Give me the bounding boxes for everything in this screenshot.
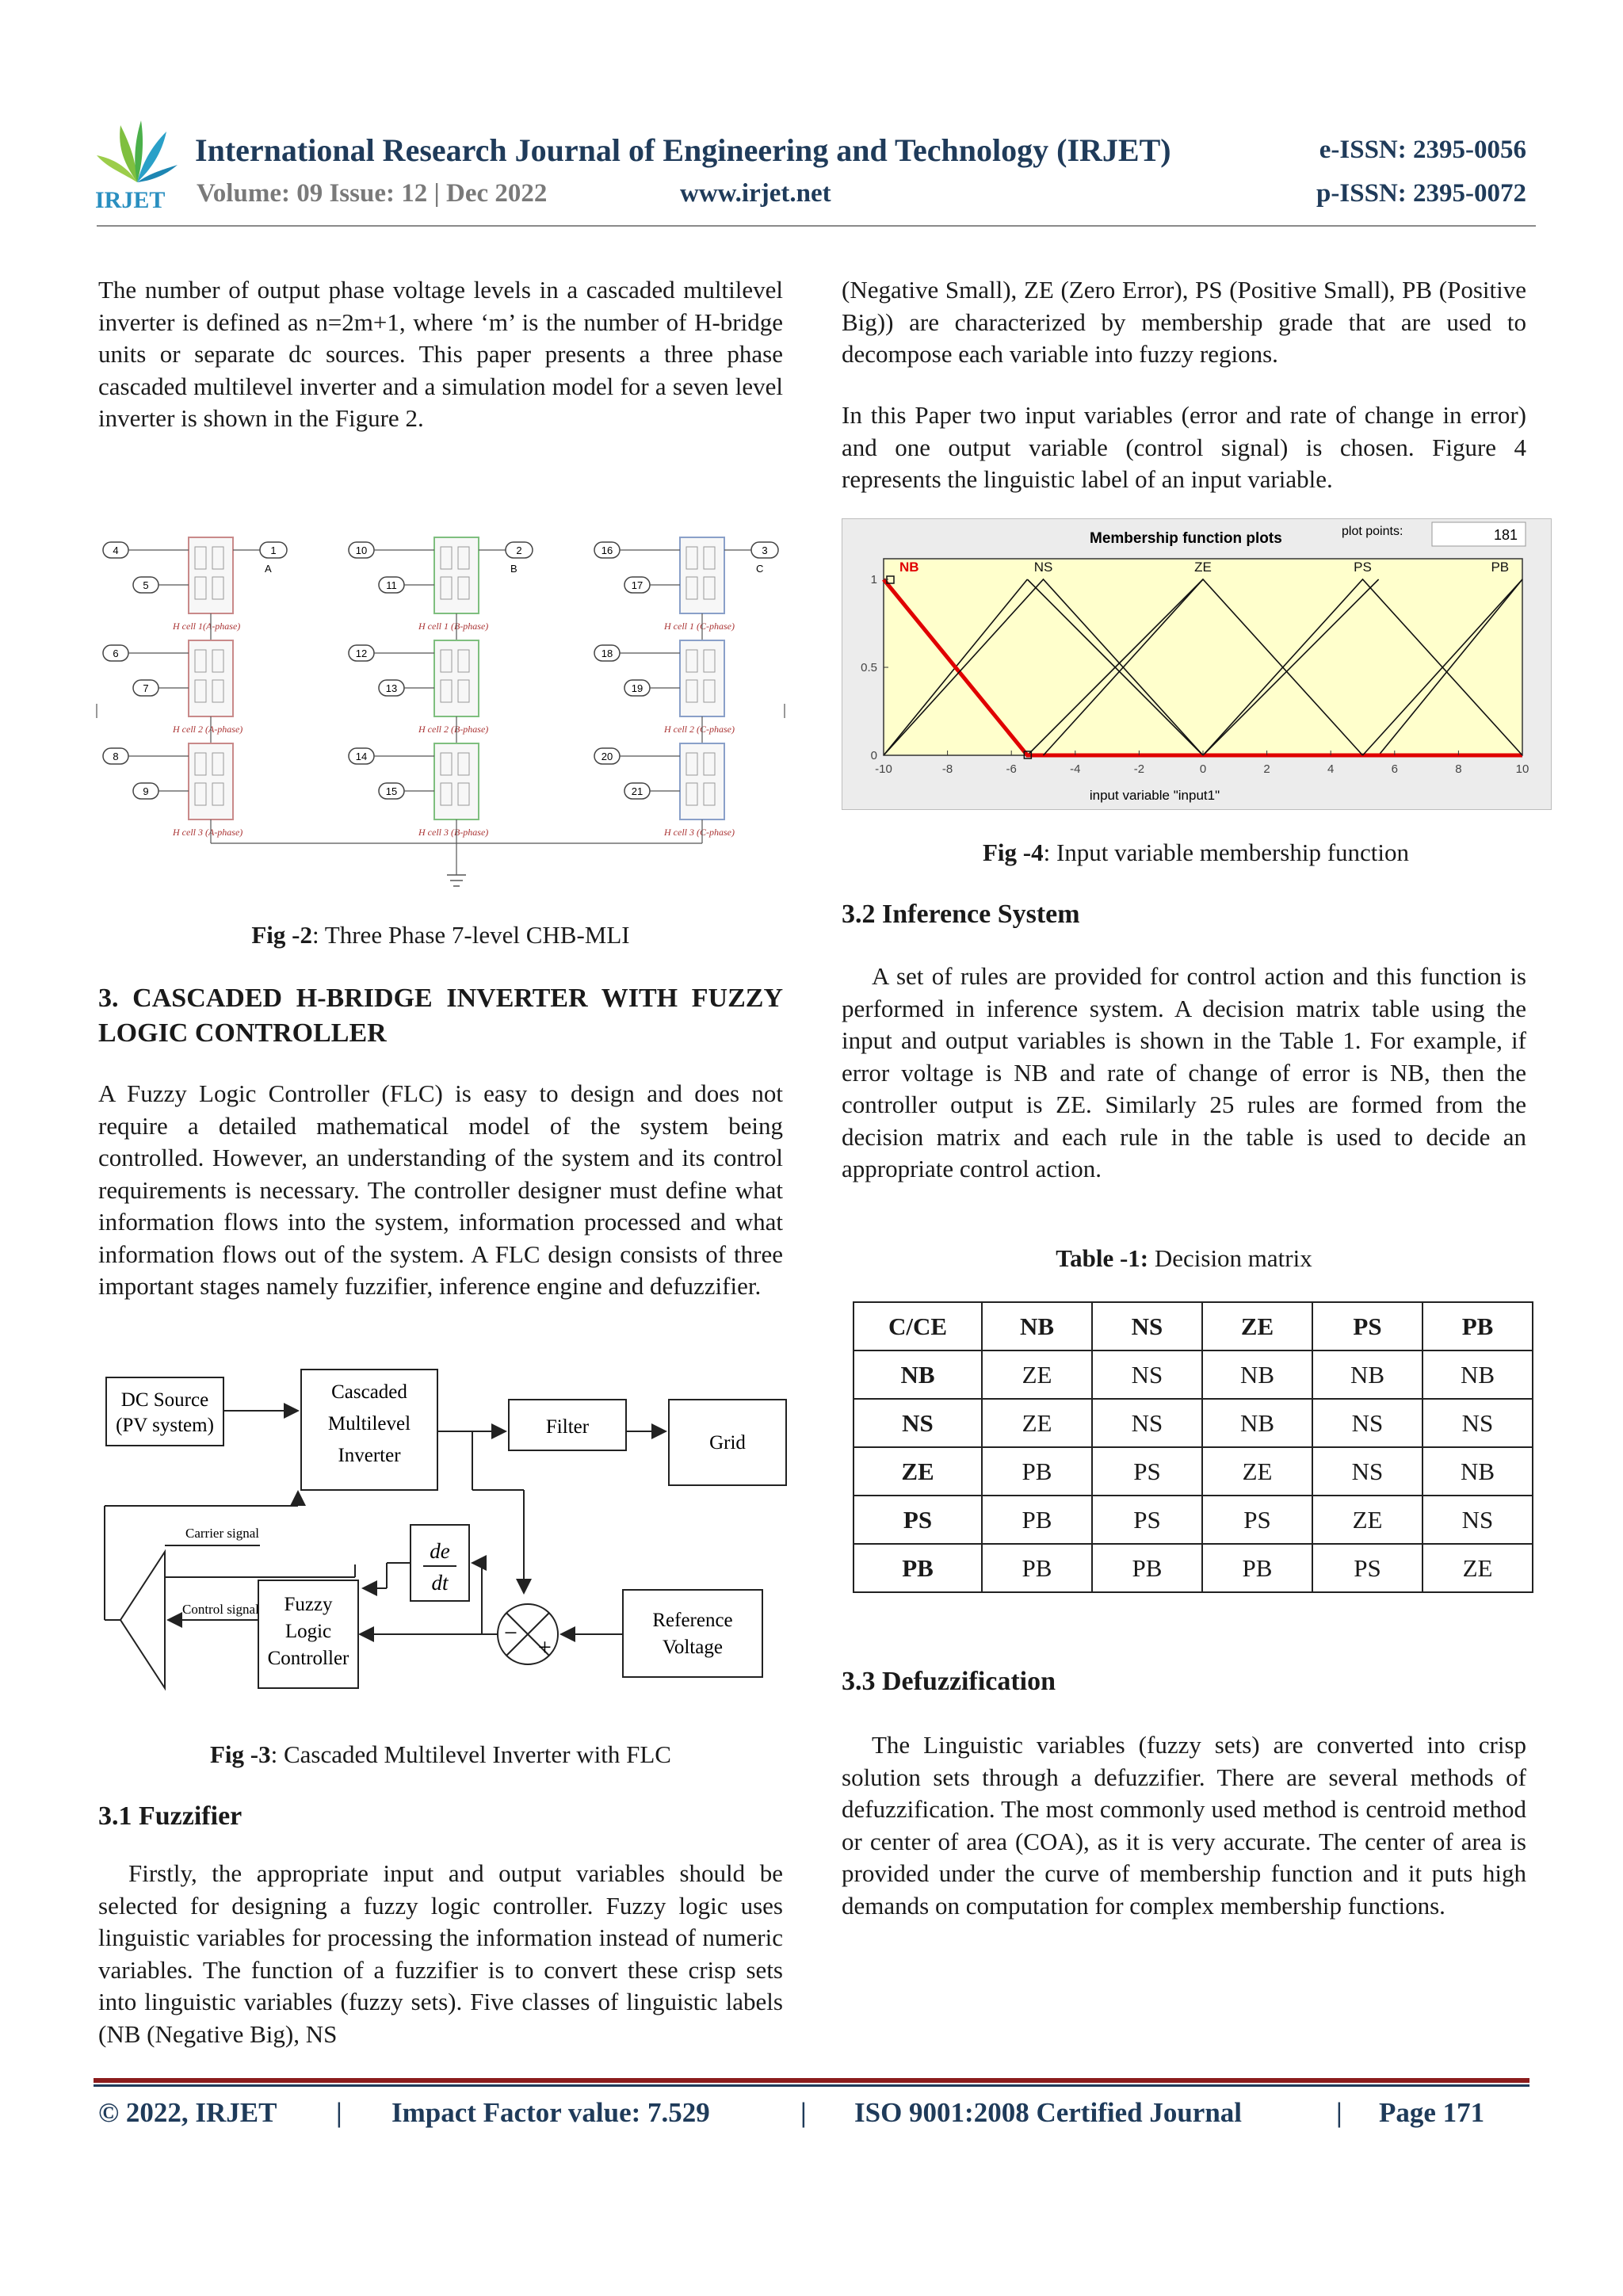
table-cell: NS [1312,1399,1423,1447]
table-cell: PS [854,1496,982,1544]
section31-title: 3.1 Fuzzifier [98,1801,242,1831]
port-number: 14 [355,751,368,762]
cell-label: H cell 1 (C-phase) [664,621,735,632]
decision-matrix [853,1301,1533,1593]
footer-sep-1: | [336,2097,342,2128]
fig2-svg [94,526,791,899]
dc-source-line1: DC Source [120,1389,209,1411]
phase-label: A [265,563,272,575]
port-number: 9 [143,785,149,797]
fig2-caption-text: : Three Phase 7-level CHB-MLI [312,921,630,949]
table-cell: ZE [982,1399,1092,1447]
x-tick-label: -4 [1070,762,1081,776]
phase-label: B [510,563,517,575]
svg-text:IRJET: IRJET [95,187,166,211]
section3-text: A Fuzzy Logic Controller (FLC) is easy to design and does not require a detailed mathematical model of the system being controlled. However, an understanding of the system and its control requirements is necessary. The controller designer must define what information flows into the system, information processed and what information flows out of the system. A FLC design consists of three important stages namely fuzzifier, inference engine and defuzzifier. [98,1079,783,1300]
cell-label: H cell 2 (B-phase) [418,724,489,735]
section33-text: The Linguistic variables (fuzzy sets) are converted into crisp solution sets through a defuzzifier. There are several methods of defuzzification. The most commonly used method is centroid method or center of area (COA), as it is very accurate. The center of area is provided under the curve of membership function and it puts high demands on computation for complex membership functions. [842,1731,1526,1920]
cell-label: H cell 1(A-phase) [173,621,241,632]
table-cell: ZE [854,1447,982,1496]
dc-source-line2: (PV system) [116,1415,214,1436]
fig3-caption-text: : Cascaded Multilevel Inverter with FLC [270,1740,671,1768]
table-header-cell: PB [1423,1302,1533,1350]
continuation-paragraph: (Negative Small), ZE (Zero Error), PS (Positive Small), PB (Positive Big)) are characterized by membership grade that are used to decompose each variable into fuzzy regions. [842,276,1526,368]
footer-iso: ISO 9001:2008 Certified Journal [854,2097,1243,2128]
table-row [854,1447,1533,1496]
footer-sep-3: | [1336,2097,1342,2128]
reference-line1: Reference [652,1610,733,1631]
derivative-num: de [430,1539,450,1563]
inputs-paragraph: In this Paper two input variables (error and rate of change in error) and one output variable (control signal) is chosen. Figure 4 represents the linguistic label of an input variable. [842,401,1526,493]
table-header-row [854,1302,1533,1350]
y-tick-label: 1 [870,573,877,586]
fig3-block-diagram [94,1358,791,1707]
cell-label: H cell 3 (B-phase) [418,827,489,838]
x-tick-label: 4 [1327,762,1335,776]
chart-title: Membership function plots [1090,530,1282,547]
x-axis-label: input variable "input1" [1089,788,1220,803]
mf-label-ns: NS [1033,560,1053,575]
table-header-cell: C/CE [854,1302,982,1350]
table-row [854,1544,1533,1592]
table-row [854,1399,1533,1447]
table-row [854,1350,1533,1399]
x-tick-label: -8 [941,762,953,776]
control-signal-label: Control signal [182,1602,259,1617]
footer-impact: Impact Factor value: 7.529 [391,2097,710,2128]
filter-label: Filter [545,1416,590,1438]
table-cell: NB [1423,1350,1533,1399]
minus-sign: − [504,1620,517,1646]
fig3-caption [98,1740,783,1769]
x-tick-label: -6 [1006,762,1017,776]
table-row [854,1496,1533,1544]
cmli-line3: Inverter [338,1445,401,1466]
x-tick-label: -10 [875,762,892,776]
eissn: e-ISSN: 2395-0056 [1319,136,1526,164]
mf-label-nb: NB [899,560,919,575]
port-number: 7 [143,682,149,694]
port-number: 16 [601,544,613,556]
port-number: 5 [143,579,149,591]
footer-sep-2: | [800,2097,807,2128]
phase-label: C [756,563,764,575]
output-number: 3 [762,544,768,556]
table-cell: NB [854,1350,982,1399]
grid-label: Grid [709,1432,746,1454]
table-cell: ZE [1423,1544,1533,1592]
table-cell: PB [854,1544,982,1592]
table1-label: Table -1: [1056,1244,1149,1272]
section32-text: A set of rules are provided for control action and this function is performed in inference system. A decision matrix table using the input and output variables is shown in the Table 1. For example, if error voltage is NB and rate of change of error is NB, then the controller output is ZE. Similarly 25 rules are formed from the decision matrix and each rule in the table is used to decide an appropriate control action. [842,962,1526,1182]
table-cell: PS [1202,1496,1312,1544]
fig4-caption [842,839,1550,867]
plot-points-value: 181 [1493,527,1518,543]
table-header-cell: NB [982,1302,1092,1350]
port-number: 8 [113,751,119,762]
port-number: 10 [355,544,368,556]
reference-line2: Voltage [663,1637,723,1658]
derivative-den: dt [431,1571,449,1595]
section32-title: 3.2 Inference System [842,900,1080,929]
cell-label: H cell 2 (C-phase) [664,724,735,735]
table-header-cell: PS [1312,1302,1423,1350]
mf-label-ze: ZE [1194,560,1212,575]
table1-caption [842,1244,1526,1273]
table-cell: PB [982,1544,1092,1592]
cell-label: H cell 2 (A-phase) [173,724,243,735]
cell-label: H cell 3 (A-phase) [173,827,243,838]
table-cell: PB [982,1447,1092,1496]
pissn: p-ISSN: 2395-0072 [1316,179,1526,208]
irjet-logo [94,117,181,211]
section3-title: 3. CASCADED H-BRIDGE INVERTER WITH FUZZY LOGIC CONTROLLER [98,984,783,1048]
table-cell: PB [1092,1544,1202,1592]
footer-page: Page 171 [1379,2097,1485,2128]
decision-matrix-table [853,1301,1533,1593]
x-tick-label: -2 [1133,762,1145,776]
table-cell: NB [1202,1399,1312,1447]
table-cell: PB [982,1496,1092,1544]
flc-line2: Logic [285,1621,332,1642]
cell-label: H cell 3 (C-phase) [664,827,735,838]
table-header-cell: NS [1092,1302,1202,1350]
output-number: 2 [516,544,522,556]
port-number: 21 [631,785,643,797]
table-cell: NS [1092,1399,1202,1447]
journal-title: International Research Journal of Engineering and Technology (IRJET) [195,132,1171,168]
table-cell: NS [1312,1447,1423,1496]
port-number: 17 [631,579,643,591]
header-divider [97,225,1536,227]
cmli-line1: Cascaded [331,1381,407,1403]
x-tick-label: 6 [1391,762,1398,776]
table-cell: NS [1423,1399,1533,1447]
table-cell: NS [1092,1350,1202,1399]
footer-copyright: © 2022, IRJET [98,2097,277,2128]
port-number: 11 [386,579,397,591]
fig4-label: Fig -4 [982,839,1044,866]
port-number: 15 [385,785,398,797]
fig3-label: Fig -3 [210,1740,271,1768]
x-tick-label: 2 [1263,762,1270,776]
plus-sign: + [538,1634,552,1660]
table-cell: ZE [1312,1496,1423,1544]
section33-title: 3.3 Defuzzification [842,1667,1056,1696]
logo-icon [94,117,181,211]
port-number: 6 [113,648,119,659]
plot-points-label: plot points: [1342,525,1403,538]
cell-label: H cell 1 (B-phase) [418,621,489,632]
output-number: 1 [270,544,277,556]
port-number: 12 [355,648,368,659]
table-cell: ZE [982,1350,1092,1399]
x-tick-label: 8 [1455,762,1462,776]
table-cell: NS [1423,1496,1533,1544]
table-cell: NB [1202,1350,1312,1399]
fig4-svg [842,519,1551,809]
port-number: 19 [631,682,643,694]
fig3-svg [94,1358,791,1707]
table-cell: NB [1423,1447,1533,1496]
table-cell: NS [854,1399,982,1447]
comparator [120,1552,165,1688]
x-tick-label: 10 [1515,762,1529,776]
section31-text: Firstly, the appropriate input and output variables should be selected for designing a fuzzy logic controller. Fuzzy logic uses linguistic variables for processing the information instead of numeric variables. The function of a fuzzifier is to convert these crisp sets into linguistic variables (fuzzy sets). Five classes of linguistic labels (NB (Negative Big), NS [98,1859,783,2048]
table-cell: NB [1312,1350,1423,1399]
table-cell: PS [1312,1544,1423,1592]
intro-paragraph: The number of output phase voltage levels in a cascaded multilevel inverter is defined as n=2m+1, where ‘m’ is the number of H-bridge units or separate dc sources. This paper presents a three phase cascaded multilevel inverter and a simulation model for a seven level inverter is shown in the Figure 2. [98,276,783,432]
port-number: 4 [113,544,119,556]
table-cell: PS [1092,1447,1202,1496]
y-tick-label: 0.5 [861,661,877,674]
mf-label-pb: PB [1491,560,1510,575]
fig2-label: Fig -2 [251,921,312,949]
carrier-signal-label: Carrier signal [185,1526,259,1541]
table-cell: PS [1092,1496,1202,1544]
footer-rule-blue [94,2084,1529,2087]
flc-line1: Fuzzy [284,1594,333,1615]
fig2-caption [98,921,783,949]
cmli-line2: Multilevel [327,1413,411,1435]
mf-label-ps: PS [1354,560,1372,575]
port-number: 18 [601,648,613,659]
reference-box [623,1590,762,1677]
table-cell: PB [1202,1544,1312,1592]
table-header-cell: ZE [1202,1302,1312,1350]
fig4-membership-chart [842,518,1552,810]
fig2-circuit-diagram [94,526,791,899]
port-number: 20 [601,751,613,762]
flc-line3: Controller [267,1648,349,1669]
volume-info: Volume: 09 Issue: 12 | Dec 2022 [197,179,548,208]
port-number: 13 [385,682,398,694]
journal-url[interactable]: www.irjet.net [680,179,831,208]
footer-rule-red [94,2078,1529,2083]
x-tick-label: 0 [1199,762,1207,776]
table-cell: ZE [1202,1447,1312,1496]
y-tick-label: 0 [870,749,877,762]
fig4-caption-text: : Input variable membership function [1043,839,1410,866]
plot-area [884,559,1522,755]
table1-caption-text: Decision matrix [1148,1244,1312,1272]
